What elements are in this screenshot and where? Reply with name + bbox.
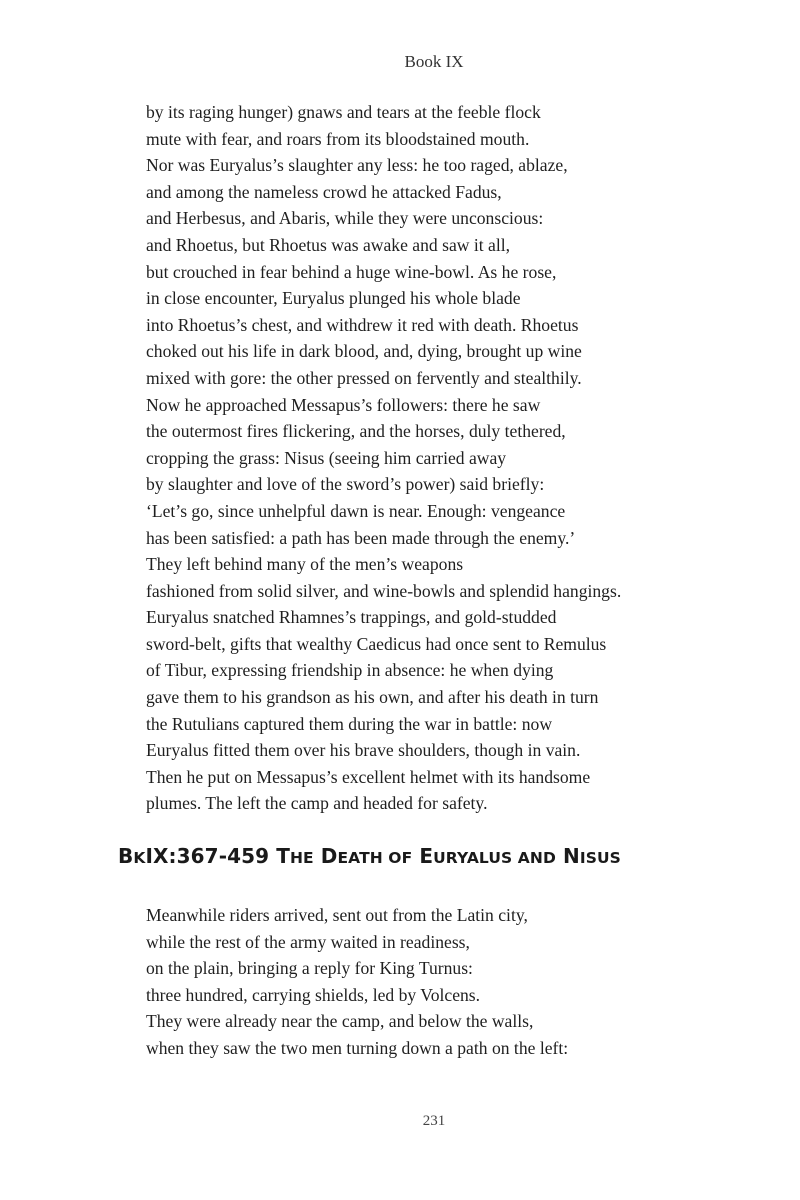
verse-line: the outermost fires flickering, and the horses, duly tethered, <box>146 421 566 442</box>
heading-part-small-caps: ISUS <box>579 849 621 867</box>
verse-line: They were already near the camp, and below the walls, <box>146 1011 534 1032</box>
heading-part: B <box>118 844 134 868</box>
verse-line: They left behind many of the men’s weapons <box>146 554 464 575</box>
verse-line: plumes. The left the camp and headed for safety. <box>146 793 488 814</box>
verse-line: in close encounter, Euryalus plunged his whole blade <box>146 288 521 309</box>
verse-line: Euryalus fitted them over his brave shoulders, though in vain. <box>146 740 581 761</box>
verse-line: but crouched in fear behind a huge wine-bowl. As he rose, <box>146 261 557 282</box>
verse-line: cropping the grass: Nisus (seeing him carried away <box>146 447 507 468</box>
verse-line: on the plain, bringing a reply for King Turnus: <box>146 958 473 979</box>
heading-part: IX:367-459 T <box>145 844 290 868</box>
verse-line: and Rhoetus, but Rhoetus was awake and saw it all, <box>146 234 511 255</box>
verse-line: three hundred, carrying shields, led by Volcens. <box>146 984 481 1005</box>
verse-line: ‘Let’s go, since unhelpful dawn is near. Enough: vengeance <box>146 500 566 521</box>
verse-line: has been satisfied: a path has been made through the enemy.’ <box>146 527 576 548</box>
verse-line: and Herbesus, and Abaris, while they were unconscious: <box>146 208 544 229</box>
verse-line: Euryalus snatched Rhamnes’s trappings, and gold-studded <box>146 607 557 628</box>
verse-line: Now he approached Messapus’s followers: there he saw <box>146 394 541 415</box>
verse-line: fashioned from solid silver, and wine-bowls and splendid hangings. <box>146 580 622 601</box>
verse-line: Then he put on Messapus’s excellent helmet with its handsome <box>146 766 591 787</box>
verse-line: the Rutulians captured them during the war in battle: now <box>146 713 553 734</box>
verse-line: gave them to his grandson as his own, and after his death in turn <box>146 687 599 708</box>
section-heading <box>118 844 621 868</box>
verse-line: Meanwhile riders arrived, sent out from the Latin city, <box>146 905 528 925</box>
heading-part: N <box>555 844 580 868</box>
verse-line: and among the nameless crowd he attacked Fadus, <box>146 181 502 202</box>
heading-part-small-caps: EATH OF <box>337 849 413 867</box>
verse-line: into Rhoetus’s chest, and withdrew it red with death. Rhoetus <box>146 314 579 335</box>
verse-line: choked out his life in dark blood, and, dying, brought up wine <box>146 341 582 362</box>
verse-line: Nor was Euryalus’s slaughter any less: he too raged, ablaze, <box>146 155 568 176</box>
page-number: 231 <box>422 1113 446 1129</box>
verse-passage-2 <box>146 902 568 1062</box>
verse-line: mute with fear, and roars from its bloodstained mouth. <box>146 128 530 149</box>
verse-line: by slaughter and love of the sword’s power) said briefly: <box>146 474 545 495</box>
verse-line: mixed with gore: the other pressed on fervently and stealthily. <box>146 367 582 388</box>
heading-part-small-caps: URYALUS AND <box>433 849 556 867</box>
verse-line: by its raging hunger) gnaws and tears at the feeble flock <box>146 102 541 122</box>
verse-line: when they saw the two men turning down a path on the left: <box>146 1037 569 1058</box>
verse-line: of Tibur, expressing friendship in absence: he when dying <box>146 660 554 681</box>
heading-part: D <box>313 844 338 868</box>
verse-passage-1 <box>146 99 621 817</box>
heading-part-small-caps: K <box>133 849 146 867</box>
heading-part: E <box>412 844 434 868</box>
running-head: Book IX <box>404 52 464 71</box>
heading-part-small-caps: HE <box>289 849 314 867</box>
verse-line: while the rest of the army waited in readiness, <box>146 931 470 952</box>
verse-line: sword-belt, gifts that wealthy Caedicus had once sent to Remulus <box>146 633 607 654</box>
